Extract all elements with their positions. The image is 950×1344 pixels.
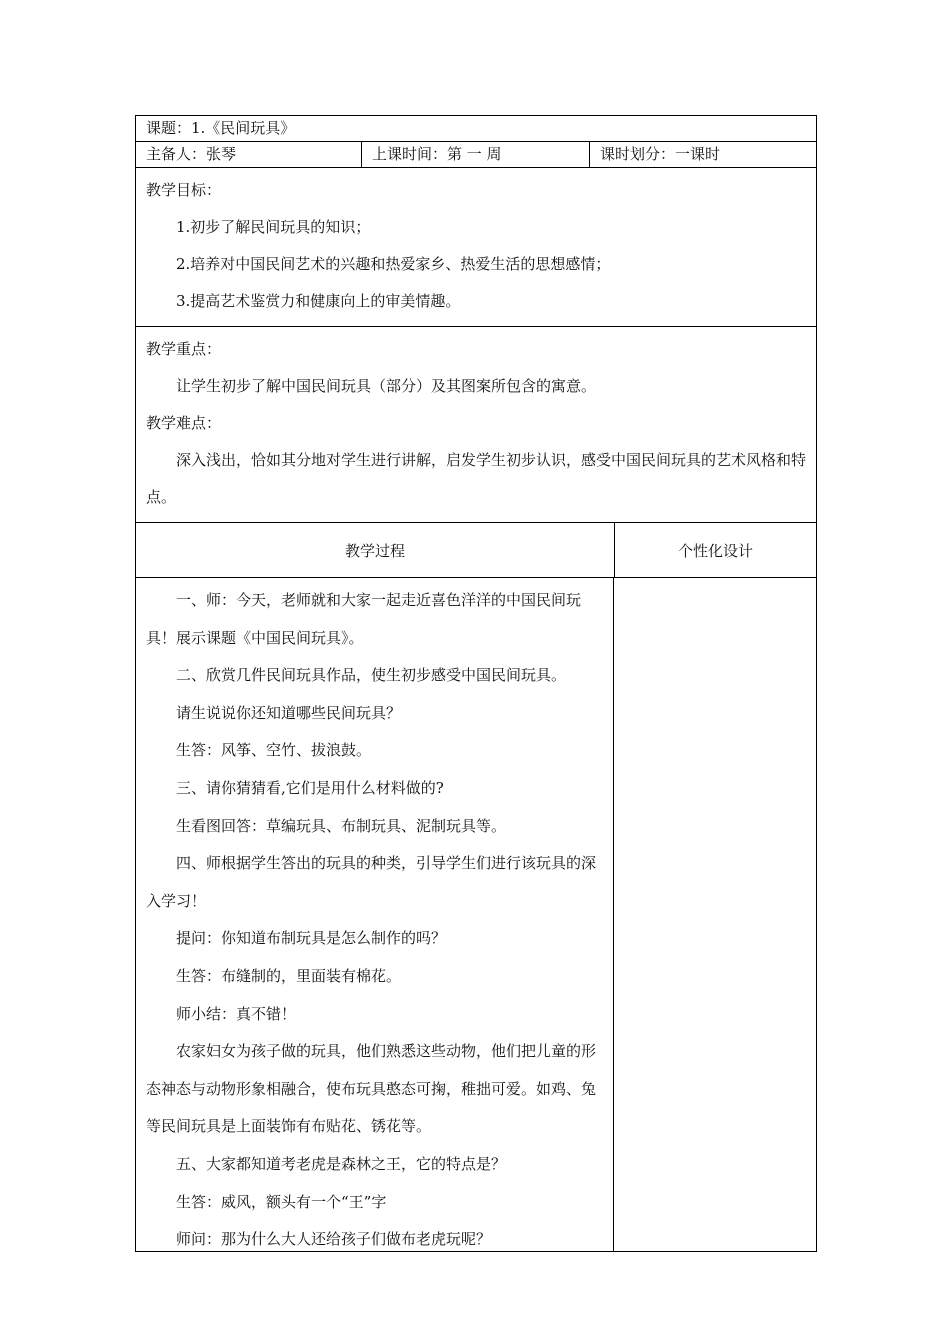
design-content <box>614 578 816 1251</box>
process-paragraph: 生答：威风，额头有一个“王”字 <box>176 1192 387 1211</box>
lesson-info-row <box>135 141 817 167</box>
process-paragraph: 一、师：今天，老师就和大家一起走近喜色洋洋的中国民间玩具！展示课题《中国民间玩具》。 <box>146 591 582 647</box>
difficulties-heading: 教学难点： <box>146 414 222 432</box>
preparer-cell: 主备人：张琴 <box>136 142 362 167</box>
objective-item: 3.提高艺术鉴赏力和健康向上的审美情趣。 <box>176 292 461 310</box>
process-header: 教学过程 <box>136 523 615 577</box>
process-paragraph: 生答：布缝制的，里面装有棉花。 <box>176 966 402 985</box>
process-paragraph: 生看图回答：草编玩具、布制玩具、泥制玩具等。 <box>176 816 507 835</box>
key-difficult-section <box>135 326 817 522</box>
design-header: 个性化设计 <box>677 541 753 560</box>
process-paragraph: 师小结：真不错！ <box>176 1004 297 1023</box>
process-paragraph: 农家妇女为孩子做的玩具，他们熟悉这些动物，他们把儿童的形态神态与动物形象相融合，使布玩具憨态可掬，稚拙可爱。如鸡、兔等民间玩具是上面装饰有布贴花、锈花等。 <box>146 1042 597 1136</box>
process-paragraph: 二、欣赏几件民间玩具作品，使生初步感受中国民间玩具。 <box>176 666 567 685</box>
process-header-row <box>135 522 817 577</box>
key-points-text: 让学生初步了解中国民间玩具（部分）及其图案所包含的寓意。 <box>176 377 597 395</box>
process-paragraph: 请生说说你还知道哪些民间玩具？ <box>176 703 402 722</box>
process-paragraph: 师问：那为什么大人还给孩子们做布老虎玩呢？ <box>176 1230 492 1249</box>
key-points-heading: 教学重点： <box>146 340 222 358</box>
period-cell: 课时划分：一课时 <box>600 145 721 163</box>
lesson-plan-table <box>135 115 817 1252</box>
objective-item: 2.培养对中国民间艺术的兴趣和热爱家乡、热爱生活的思想感情； <box>176 255 611 273</box>
process-body-row <box>135 577 817 1252</box>
process-paragraph: 三、请你猜猜看,它们是用什么材料做的? <box>176 778 444 797</box>
process-paragraph: 提问：你知道布制玩具是怎么制作的吗？ <box>176 929 447 948</box>
process-paragraph: 生答：风筝、空竹、拔浪鼓。 <box>176 741 372 760</box>
process-paragraph: 五、大家都知道考老虎是森林之王，它的特点是？ <box>176 1154 507 1173</box>
objectives-section <box>135 167 817 326</box>
lesson-title: 课题：1.《民间玩具》 <box>135 115 817 141</box>
difficulties-text: 深入浅出，恰如其分地对学生进行讲解，启发学生初步认识，感受中国民间玩具的艺术风格和特点。 <box>146 451 807 506</box>
class-time-cell: 上课时间：第 一 周 <box>362 142 590 167</box>
objectives-heading: 教学目标： <box>146 181 222 199</box>
objective-item: 1.初步了解民间玩具的知识； <box>176 218 371 236</box>
process-paragraph: 四、师根据学生答出的玩具的种类，引导学生们进行该玩具的深入学习！ <box>146 854 597 910</box>
process-content <box>136 578 614 1251</box>
